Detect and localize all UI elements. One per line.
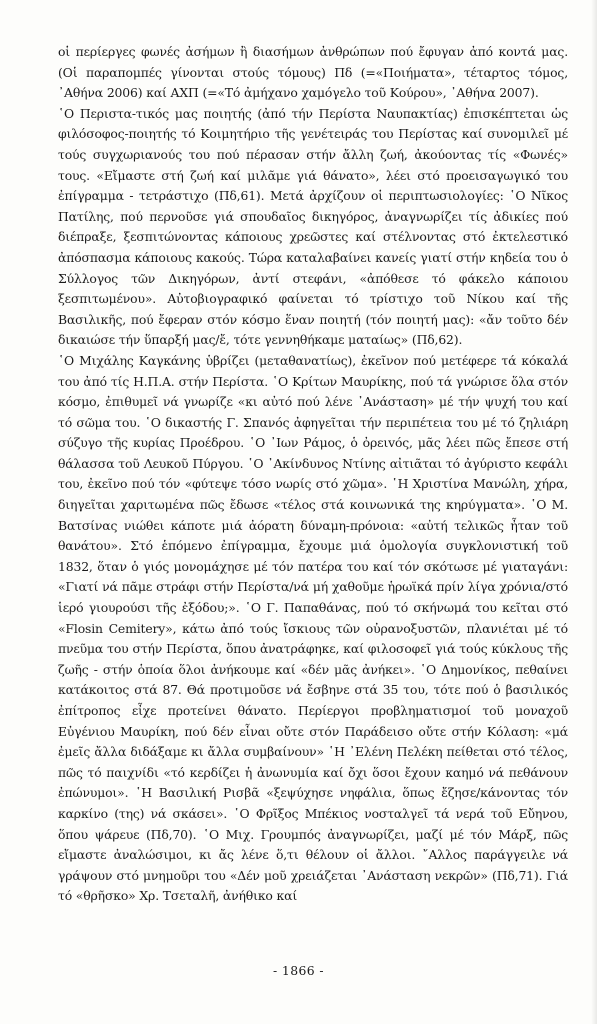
text-paragraph: ῾Ο Μιχάλης Καγκάνης ὑβρίζει (μεταθανατίως), ἐκεῖνον πού μετέφερε τά κόκαλά του ἀπό τίς Η.Π.Α. στήν Περίστα. ῾Ο Κρίτων Μαυρίκης, πού τά γνώρισε ὅλα στόν κόσμο, ἐπιθυμεῖ νά γνωρίζε «κι αὐτό πού λένε ᾿Ανάσταση» μέ τήν ψυχή του καί τό σῶμα του. ῾Ο δικαστής Γ. Σπανός ἀφηγεῖται τήν περιπέτεια του μέ τό ζηλιάρη σύζυγο τῆς κυρίας Προέδρου. ῾Ο ᾿Ιων Ράμος, ὁ ὀρειvός, μᾶς λέει πῶς ἔπεσε στή θάλασσα τοῦ Λευκοῦ Πύργου. ῾Ο ᾿Ακίνδυνος Ντίνης αἰτιᾶται τό ἀγύριστο κεφάλι του, ἐκεῖνο πού τόν «φύτεψε τόσο νωρίς στό χῶμα». ῾Η Χριστίνα Μανώλη, χήρα, διηγεῖται χαριτωμένα πῶς ἔδωσε «τέλος στά κοινωνικά της κηρύγματα». ῾Ο Μ. Βατσίνας νιώθει κάποτε μιά ἀόρατη δύναμη-πρόνοια: «αὐτή τελικῶς ἦταν τοῦ θανάτου». Στό ἑπόμενο ἐπίγραμμα, ἔχουμε μιά ὁμολογία συγκλονιστική τοῦ 1832, ὅταν ὁ γιός μονομάχησε μέ τόν πατέρα του καί τόν σκότωσε μέ γιαταγάνι: «Γιατί νά πᾶμε στράφι στήν Περίστα/νά μή χαθοῦμε ἡρωϊκά πρίν λίγα χρόνια/στό ἱερό γιουρούσι τῆς ἐξόδου;». ῾Ο Γ. Παπαθάνας, πού τό σκήνωμά του κεῖται στό «Flosin Cemitery», κάτω ἀπό τούς ἴσκιους τῶν οὐρανοξυστῶν, πλανιέται μέ τό πνεῦμα του στήν Περίστα, ὅπου ἀνατράφηκε, καί φιλοσοφεῖ γιά τούς κύκλους τῆς ζωῆς - στήν ὁποία ὅλοι ἀνήκουμε καί «δέν μᾶς ἀνήκει». ῾Ο Δημονίκος, πεθαίνει κατάκοιτος στά 87. Θά προτιμοῦσε νά ἔσβηνε στά 35 του, τότε πού ὁ βασιλικός ἐπίτροπος εἶχε προτείνει θάνατο. Περίεργοι προβληματισμοί τοῦ μοναχοῦ Εὐγένιου Μαυρίκη, πού δέν εἶναι οὔτε στόν Παράδεισο οὔτε στήν Κόλαση: «μά ἐμεῖς ἄλλα διδάξαμε κι ἄλλα συμβαίνουν» ῾Η ᾿Ελένη Πελέκη πείθεται στό τέλος, πῶς τό παιχνίδι «τό κερδίζει ἡ ἀνωνυμία καί ὄχι ὅσοι ἔχουν καημό νά πεθάνουν ἐπώνυμοι». ῾Η Βασιλική Ρισβᾶ «ξεψύχησε νηφάλια, ὅπως ἔζησε/κάνοντας τόν καρκίνο (της) νά σκάσει». ῾Ο Φρῖξος Μπέκιος νοσταλγεῖ τά νερά τοῦ Εὔηνου, ὅπου ψάρευε (Πδ,70). ῾Ο Μιχ. Γρουμπός ἀναγνωρίζει, μαζί μέ τόν Μάρξ, πῶς εἴμαστε ἀναλώσιμοι, κι ἄς λένε ὅ,τι θέλουν οἱ ἄλλοι. ῎Αλλος παράγγειλε νά γράψουν στό μνημοῦρι του «Δέν μοῦ χρειάζεται ᾿Ανάσταση νεκρῶν» (Πδ,71). Γιά τό «θρῆσκο» Χρ. Τσεταλῆ, ἀνήθικο καί — [58, 352, 568, 904]
page-number: - 1866 - — [273, 963, 324, 978]
page-body — [58, 42, 568, 907]
text-paragraph: οἱ περίεργες φωνές ἀσήμων ἢ διασήμων ἀνθρώπων πού ἔφυγαν ἀπό κοντά μας. (Οἱ παραπομπές γίνονται στούς τόμους) Πδ (=«Ποιήματα», τέταρτος τόμος, ᾿Αθήνα 2006) καί ΑΧΠ (=«Τό ἀμήχανο χαμόγελο τοῦ Κούρου», ᾿Αθήνα 2007). — [58, 44, 568, 101]
page-edge-shadow — [591, 0, 597, 1024]
text-paragraph: ῾Ο Περιστα-τικός μας ποιητής (ἀπό τήν Περίστα Ναυπακτίας) ἐπισκέπτεται ὡς φιλόσοφος-ποιητής τό Κοιμητήριο τῆς γενέτειράς του Περίστας καί συνομιλεῖ μέ τούς συγχωριανούς του πού πέρασαν στήν ἄλλη ζωή, ἀκούοντας τίς «Φωνές» τους. «Εἴμαστε στή ζωή καί μιλᾶμε γιά θάνατο», λέει στό προεισαγωγικό του ἐπίγραμμα - τετράστιχο (Πδ,61). Μετά ἀρχίζουν οἱ περιπτωσιολογίες: ῾Ο Νῖκος Πατίλης, πού περνοῦσε γιά σπουδαῖος δικηγόρος, ἀναγνωρίζει τίς ἀδικίες πού διέπραξε, ξεσπιτώνοντας κάποιους χρεῶστες καί στέλνοντας στό ἐκτελεστικό ἀπόσπασμα κάποιους κακούς. Τώρα καταλαβαίνει κανείς γιατί στήν κηδεία του ὁ Σύλλογος τῶν Δικηγόρων, ἀντί στεφάνι, «ἀπόθεσε τό φάκελο κάποιου ξεσπιτωμένου». Αὐτοβιογραφικό φαίνεται τό τρίστιχο τοῦ Νίκου καί τῆς Βασιλικῆς, πού ἔφεραν στόν κόσμο ἕναν ποιητή (τόν ποιητή μας): «ἄν τοῦτο δέν δικαιώσε τήν ὕπαρξή μας/ἔ, τότε γεννηθήκαμε ματαίως» (Πδ,62). — [58, 105, 568, 348]
